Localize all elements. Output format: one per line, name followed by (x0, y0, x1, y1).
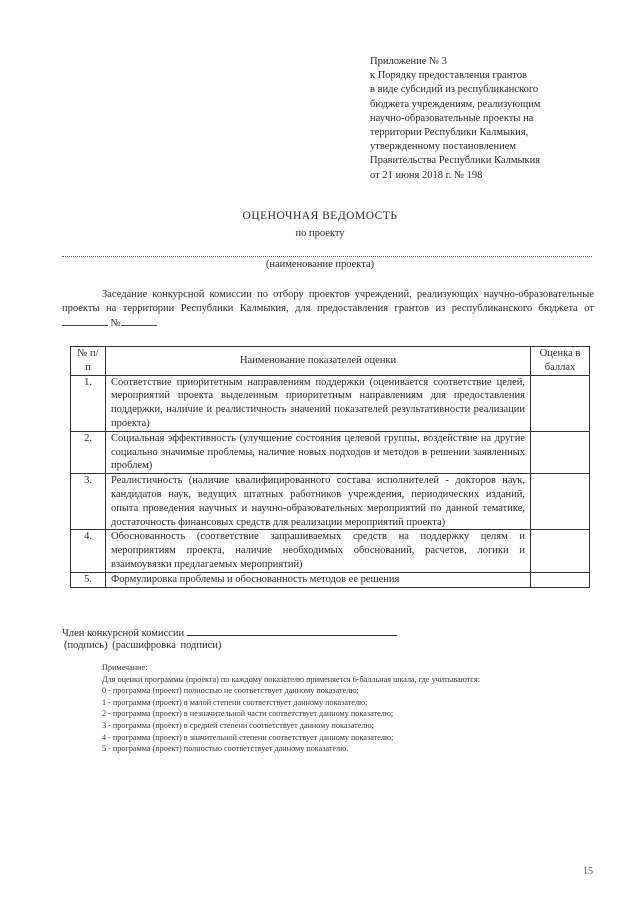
note-line: 5 - программа (проект) полностью соответствует данному показателю. (102, 744, 349, 754)
header-score: Оценка в баллах (531, 347, 590, 376)
row-indicator: Обоснованность (соответствие запрашиваемых средств на поддержку целям и мероприятиям проекта, наличие необходимых обоснований, расчетов, логики и взаимоувязки предлагаемых мероприятий) (106, 530, 531, 572)
row-num: 4. (71, 530, 106, 572)
appendix-line: бюджета учреждениям, реализующим (370, 98, 541, 110)
project-name-line (62, 256, 592, 257)
row-indicator: Формулировка проблемы и обоснованность методов ее решения (106, 572, 531, 587)
appendix-line: Правительства Республики Калмыкия (370, 155, 541, 167)
row-indicator: Реалистичность (наличие квалифицированного состава исполнителей - докторов наук, кандидатов наук, ведущих штатных работников учреждения, периодических изданий, опыта проведения научных и научно-образовательных мероприятий по данной тематике, достаточность финансовых средств для реализации мероприятий проекта) (106, 474, 531, 530)
row-score-cell[interactable] (531, 375, 590, 431)
note-line: 1 - программа (проект) в малой степени соответствует данному показателю; (102, 697, 368, 707)
row-score-cell[interactable] (531, 572, 590, 587)
intro-text: Заседание конкурсной комиссии по отбору проектов учреждений, реализующих научно-образовательные проекты на территории Республики Калмыкия, для предоставления грантов из республиканского бюджета от (62, 289, 594, 314)
note-line: 3 - программа (проект) в средней степени соответствует данному показателю; (102, 720, 374, 730)
row-score-cell[interactable] (531, 474, 590, 530)
notes-title: Примечание: (102, 663, 148, 672)
commission-member-line (62, 626, 397, 639)
table-row (71, 431, 590, 473)
signature-blank[interactable] (187, 626, 397, 636)
note-line: 0 - программа (проект) полностью не соответствует данному показателю; (102, 686, 359, 696)
number-label: № (110, 318, 121, 329)
table-row (71, 375, 590, 431)
row-score-cell[interactable] (531, 431, 590, 473)
row-indicator: Социальная эффективность (улучшение состояния целевой группы, воздействие на другие социально значимые проблемы, наличие новых подходов и методов в решении заявленных проблем) (106, 431, 531, 473)
appendix-header (370, 55, 620, 183)
notes-block (102, 662, 562, 755)
row-num: 3. (71, 474, 106, 530)
signature-caption: (подпись) (расшифровка подписи) (64, 640, 222, 651)
appendix-line: научно-образовательные проекты на (370, 112, 534, 124)
row-num: 1. (71, 375, 106, 431)
table-row (71, 572, 590, 587)
row-num: 2. (71, 431, 106, 473)
page-number: 15 (583, 866, 593, 877)
project-name-caption: (наименование проекта) (265, 259, 375, 270)
member-label: Член конкурсной комиссии (62, 628, 185, 639)
row-score-cell[interactable] (531, 530, 590, 572)
row-indicator: Соответствие приоритетным направлениям поддержки (оценивается соответствие целей, мероприятий проекта выделенным приоритетным направлениям для предоставления поддержки, наличие и реалистичность значений показателей результативности реализации проекта) (106, 375, 531, 431)
appendix-line: от 21 июня 2018 г. № 198 (370, 169, 483, 181)
table-row (71, 474, 590, 530)
appendix-line: территории Республики Калмыкия, (370, 127, 529, 139)
row-num: 5. (71, 572, 106, 587)
note-line: 2 - программа (проект) в незначительной части соответствует данному показателю; (102, 709, 394, 719)
evaluation-table (70, 346, 590, 588)
note-line: Для оценки программы (проекта) по каждому показателю применяется 6-балльная шкала, где учитываются: (102, 674, 481, 684)
appendix-line: утвержденному постановлением (370, 141, 517, 153)
appendix-line: в виде субсидий из республиканского (370, 84, 539, 96)
document-title: ОЦЕНОЧНАЯ ВЕДОМОСТЬ (242, 210, 398, 222)
note-line: 4 - программа (проект) в значительной степени соответствует данному показателю; (102, 732, 394, 742)
header-num: № п/п (71, 347, 106, 376)
header-indicator: Наименование показателей оценки (106, 347, 531, 376)
document-subtitle: по проекту (295, 228, 345, 239)
table-header-row (71, 347, 590, 376)
intro-paragraph (62, 288, 594, 331)
date-blank (62, 316, 108, 326)
appendix-line: к Порядку предоставления грантов (370, 70, 527, 82)
table-row (71, 530, 590, 572)
number-blank (121, 316, 157, 326)
appendix-line: Приложение № 3 (370, 56, 447, 67)
